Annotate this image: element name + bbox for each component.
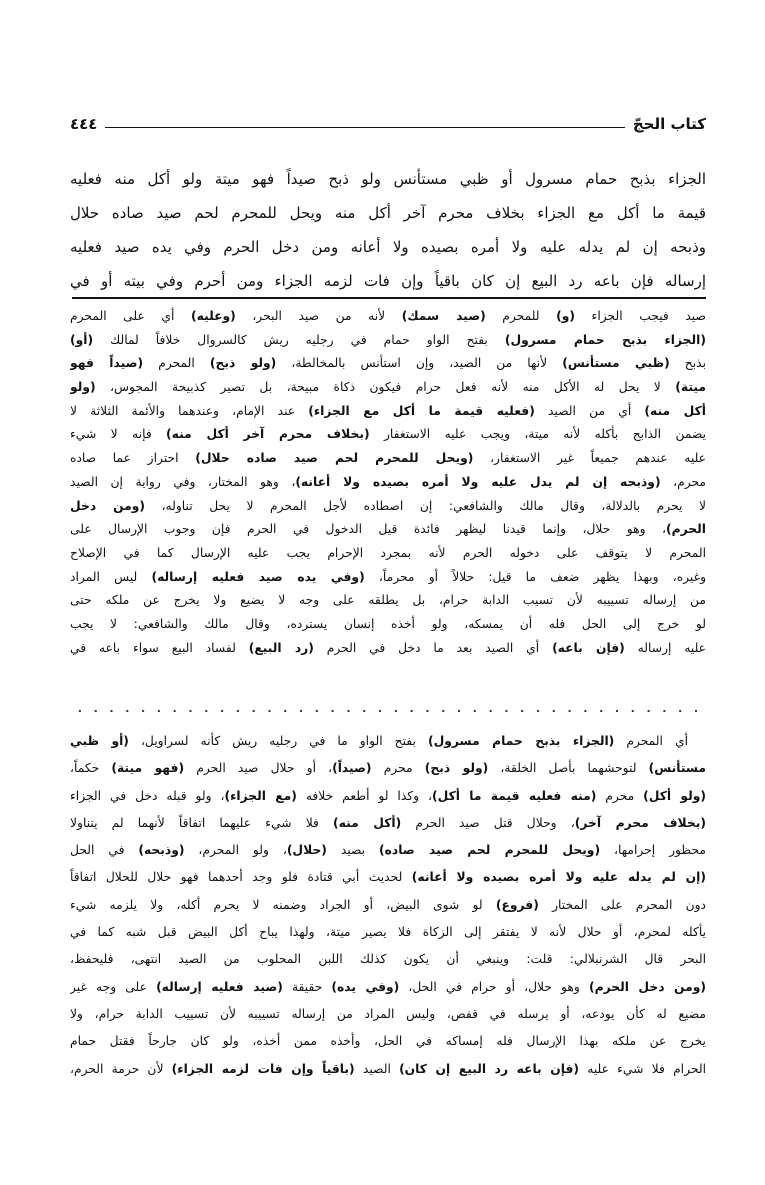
text-line	[70, 589, 706, 613]
bold-quoted-text: (باقياً وإن فات لزمه الجزاء)	[171, 1061, 355, 1076]
text-segment: لو شوى البيض، أو الجراد وضمنه لا يحرم أكله، ولا يلزمه شيء	[70, 897, 496, 912]
bold-quoted-text: (رد البيع)	[248, 640, 314, 655]
bold-quoted-text: (فهو ميتة)	[111, 761, 185, 776]
bold-quoted-text: (صيد فعليه إرساله)	[156, 979, 283, 994]
text-segment: للمحرم	[485, 309, 557, 323]
text-line	[70, 613, 706, 637]
bold-quoted-text: (الجزاء بذبح حمام مسرول)	[504, 332, 706, 347]
bold-quoted-text: (الجزاء بذبح حمام مسرول)	[427, 734, 615, 748]
bold-quoted-text: (وذبحه)	[138, 843, 185, 858]
text-segment: محرم،	[660, 474, 706, 489]
text-line	[70, 946, 706, 973]
text-segment: البحر قال الشرنبلالي: قلت: وينبغي أن يكون كذلك اللبن المحلوب من الصيد انتهى، فليحفظ،	[70, 952, 706, 967]
text-segment: أي المحرم	[614, 734, 689, 748]
text-segment: وهو حلال، أو حرام في الحل،	[399, 979, 589, 994]
text-segment: فإنه لا شيء	[70, 427, 167, 442]
text-segment: بفتح الواو ما في رجليه ريش كأنه لسراويل،	[128, 734, 428, 748]
text-segment: الجزاء بذبح حمام مسرول أو ظبي مستأنس ولو ذبح صيداً فهو ميتة ولو أكل منه فعليه	[70, 170, 706, 188]
text-segment: في الحل	[70, 843, 139, 858]
text-segment: أي من الصيد	[534, 403, 645, 418]
commentary-upper	[70, 305, 706, 660]
text-segment: لأنه من صيد البحر،	[235, 309, 402, 323]
text-segment: دون المحرم على المختار	[538, 897, 706, 912]
bold-quoted-text: (ومن دخل الحرم)	[588, 979, 706, 994]
text-line	[70, 919, 706, 946]
bold-quoted-text: (فعليه قيمة ما أكل مع الجزاء)	[308, 403, 535, 418]
text-segment: ، وهو حلال، وإنما قيدنا ليظهر فائدة قيل الدخول في الحرم فإن وجوب الإرسال على	[70, 522, 667, 537]
text-line	[70, 1056, 706, 1083]
text-line	[70, 264, 706, 298]
text-segment: عليه عندهم جميعاً غير الاستغفار،	[473, 451, 706, 466]
bold-quoted-text: (صيد سمك)	[401, 309, 486, 323]
text-segment: لا يحل له الأكل منه لأنه فعل حرام فيكون ذكاة مبيحة، بل تصير كذبيحة المجوس،	[95, 380, 676, 395]
bold-quoted-text: ميتة)	[675, 380, 706, 395]
main-text-separator	[72, 297, 706, 299]
text-segment: ليس المراد	[70, 569, 152, 584]
text-line	[70, 162, 706, 196]
bold-quoted-text: (وفي يده)	[331, 979, 400, 994]
text-line	[70, 1028, 706, 1055]
text-line	[70, 837, 706, 864]
bold-quoted-text: مستأنس)	[648, 761, 706, 776]
text-segment: لو خرج إلى الحل فله أن يمسكه، ولو أخذه إنسان يسترده، وقال مالك والشافعي: لا يجب	[70, 616, 706, 631]
text-line	[70, 810, 706, 837]
running-header	[70, 112, 706, 136]
text-line	[70, 728, 706, 755]
text-line	[70, 329, 706, 353]
text-segment: الحرام فلا شيء عليه	[579, 1061, 706, 1076]
text-segment: محرم	[371, 761, 425, 776]
text-segment: المحرم	[143, 356, 210, 371]
text-line	[70, 783, 706, 810]
bold-quoted-text: (ظبي مستأنس)	[562, 356, 670, 371]
bold-quoted-text: (ولو ذبح)	[424, 761, 489, 776]
text-line	[70, 471, 706, 495]
text-segment: حكماً،	[70, 761, 112, 776]
text-line	[70, 518, 706, 542]
bold-quoted-text: (وذبحه إن لم يدل عليه ولا أمره بصيده ولا أعانه)	[295, 474, 661, 489]
text-segment: وغيره، وبهذا يظهر ضعف ما قيل: حلالاً أو محرماً،	[364, 569, 706, 584]
text-line	[70, 376, 706, 400]
bold-quoted-text: (حلال)	[286, 843, 327, 858]
text-line	[70, 637, 706, 661]
bold-quoted-text: أكل منه)	[644, 403, 706, 418]
text-line	[70, 755, 706, 782]
text-segment: عند الإمام، وعندهما والأئمة الثلاثة لا	[70, 403, 309, 418]
text-line	[70, 864, 706, 891]
text-segment: ، أو حلال صيد الحرم	[184, 761, 333, 776]
text-line	[70, 447, 706, 471]
bold-quoted-text: (ولو	[70, 380, 96, 395]
text-segment: بفتح الواو حمام في رجليه ريش كالسروال خلافاً لمالك	[93, 332, 505, 347]
text-segment: ، ولو قبله دخل في الجزاء	[70, 788, 225, 803]
text-segment: ، وحلال قتل صيد الحرم	[401, 815, 575, 830]
text-segment: محظور إحرامها،	[600, 843, 706, 858]
text-segment: عليه إرساله	[624, 640, 706, 655]
bold-quoted-text: (و)	[556, 309, 575, 323]
text-segment: الصيد	[354, 1061, 400, 1076]
text-segment: صيد فيجب الجزاء	[574, 309, 706, 323]
bold-quoted-text: (إن لم يدله عليه ولا أمره بصيده ولا أعانه)	[411, 870, 706, 885]
text-line	[70, 352, 706, 376]
bold-quoted-text: (بخلاف محرم آخر)	[574, 815, 706, 830]
text-line	[70, 495, 706, 519]
text-segment: يأكله لمحرم، أو حلال لأنه لا يفتقر إلى الزكاة فلا يصير ميتة، ولهذا يباح أكل البيض قبل شبه كما في	[70, 925, 706, 940]
text-segment: بذبح	[669, 356, 706, 371]
text-line	[70, 542, 706, 566]
text-segment: لأن حرمة الحرم،	[70, 1061, 172, 1076]
bold-quoted-text: (ومن دخل	[70, 498, 146, 513]
text-line	[70, 974, 706, 1001]
commentary-lower	[70, 728, 706, 1083]
bold-quoted-text: (ولو ذبح)	[209, 356, 277, 371]
text-line	[70, 566, 706, 590]
text-segment: بصيد	[326, 843, 379, 858]
bold-quoted-text: (أو ظبي	[70, 734, 129, 748]
text-segment: يضمن الذابح بأكله لأنه ميتة، ويجب عليه الاستغفار	[369, 427, 706, 442]
bold-quoted-text: (فإن باعه)	[552, 640, 625, 655]
text-line	[70, 1001, 706, 1028]
bold-quoted-text: (وعليه)	[191, 309, 236, 323]
text-segment: من إرساله تسييبه لأن تسيب الدابة حرام، بل يطلقه على وجه لا يضيع ولا يخرج عن ملكه حتى	[70, 593, 706, 608]
bold-quoted-text: (مع الجزاء)	[224, 788, 297, 803]
text-segment: على وجه غير	[70, 979, 157, 994]
text-segment: وذبحه إن لم يدله عليه ولا أمره بصيده ولا أعانه ومن دخل الحرم وفي يده صيد فعليه	[70, 238, 706, 256]
text-line	[70, 423, 706, 447]
main-text	[70, 162, 706, 298]
text-segment: ، ولو المحرم،	[184, 843, 287, 858]
bold-quoted-text: (بخلاف محرم آخر أكل منه)	[166, 427, 370, 442]
text-line	[70, 196, 706, 230]
bold-quoted-text: (فروع)	[495, 897, 539, 912]
text-segment: لتوحشهما بأصل الخلقة،	[488, 761, 649, 776]
dotted-separator	[72, 707, 706, 715]
text-segment: أي الصيد بعد ما دخل في الحرم	[313, 640, 553, 655]
text-segment: لحديث أبي قتادة فلو وجد أحدهما فهو حلال للحلال اتفاقاً	[70, 870, 412, 885]
text-segment: لفساد البيع سواء باعه في	[70, 640, 249, 655]
bold-quoted-text: الحرم)	[666, 522, 706, 537]
bold-quoted-text: (وفي يده صيد فعليه إرساله)	[151, 569, 365, 584]
bold-quoted-text: (صيداً فهو	[70, 356, 144, 371]
text-line	[70, 400, 706, 424]
text-segment: إرساله فإن باعه رد البيع إن كان باقياً وإن فات لزمه الجزاء ومن أحرم وفي بيته أو في	[70, 272, 706, 290]
text-segment: المحرم لا يتوقف على دخوله الحرم لأنه بمجرد الإحرام يجب عليه الإرسال كما في الإصلاح	[70, 545, 706, 560]
text-segment: أي على المحرم	[70, 309, 191, 323]
text-segment: حقيقة	[282, 979, 332, 994]
text-line	[70, 305, 706, 329]
text-segment: يخرج عن ملكه بهذا الإرسال فله إمساكه في الحل، وأخذه ممن أخذه، ولو كان جارحاً فقتل حمام	[70, 1034, 706, 1049]
page-number: ٤٤٤	[70, 115, 98, 133]
bold-quoted-text: (منه فعليه قيمة ما أكل)	[432, 788, 597, 803]
header-rule	[105, 127, 624, 128]
text-segment: احتراز عما صاده	[70, 451, 196, 466]
text-segment: قيمة ما أكل مع الجزاء بخلاف محرم آخر أكل منه ويحل للمحرم لحم صيد صاده حلال	[70, 204, 706, 222]
chapter-title: كتاب الحجّ	[632, 115, 706, 133]
text-line	[70, 230, 706, 264]
text-line	[70, 892, 706, 919]
bold-quoted-text: (ويحل للمحرم لحم صيد صاده)	[379, 843, 601, 858]
bold-quoted-text: (صيداً)	[332, 761, 372, 776]
bold-quoted-text: (ويحل للمحرم لحم صيد صاده حلال)	[195, 451, 474, 466]
text-segment: ، وهو المختار، وفي رواية إن الصيد	[70, 474, 296, 489]
text-segment: ، وكذا لو أطعم خلافه	[296, 788, 432, 803]
bold-quoted-text: (أو)	[70, 332, 94, 347]
bold-quoted-text: (أكل منه)	[333, 815, 402, 830]
bold-quoted-text: (ولو أكل)	[643, 788, 706, 803]
text-segment: محرم	[596, 788, 644, 803]
text-segment: مضيع له كأن يودعه، أو يرسله في قفص، وليس المراد من إرساله تسييبه لأن تسييب الدابة حرام، ولا	[70, 1006, 706, 1021]
text-segment: لأنها من الصيد، وإن استأنس بالمخالطة،	[276, 356, 563, 371]
text-segment: لا يحرم بالدلالة، وقال مالك والشافعي: إن اصطاده لأجل المحرم لا يحل تناوله،	[145, 498, 706, 513]
bold-quoted-text: (فإن باعه رد البيع إن كان)	[399, 1061, 580, 1076]
text-segment: فلا شيء عليهما اتفاقاً لأنهما لم يتناولا	[70, 815, 334, 830]
